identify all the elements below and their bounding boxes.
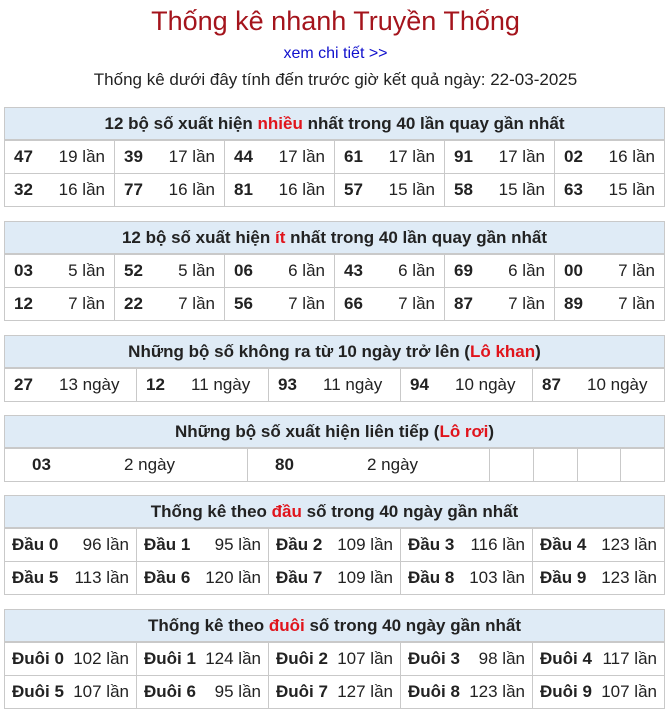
table-row: [5, 561, 664, 594]
stat-cell: Đuôi 6 95 lần: [136, 676, 268, 708]
stat-cell: Đuôi 4 117 lần: [532, 643, 664, 675]
lo-roi-section: [4, 415, 665, 482]
stat-cell: Đầu 0 96 lần: [12, 535, 129, 554]
stat-cell: Đuôi 9 107 lần: [532, 676, 664, 708]
least-frequent-title: 12 bộ số xuất hiện ít nhất trong 40 lần quay gần nhất: [5, 222, 664, 254]
stat-cell: 03 2 ngày: [32, 455, 176, 474]
empty-cell: [533, 449, 577, 481]
stat-cell: 47 19 lần: [14, 147, 105, 166]
table-row: [5, 287, 664, 320]
stat-cell: 93 11 ngày: [268, 369, 400, 401]
stat-cell: 43 6 lần: [334, 255, 444, 287]
stat-cell: 91 17 lần: [444, 141, 554, 173]
least-frequent-section: [4, 221, 665, 321]
empty-cell: [489, 449, 533, 481]
stat-cell: 63 15 lần: [554, 174, 664, 206]
stat-cell: Đầu 8 103 lần: [400, 562, 532, 594]
stat-cell: 06 6 lần: [224, 255, 334, 287]
duoi-title: Thống kê theo đuôi số trong 40 ngày gần nhất: [5, 610, 664, 642]
dau-section: [4, 495, 665, 595]
stat-cell: Đuôi 8 123 lần: [400, 676, 532, 708]
stat-cell: 81 16 lần: [224, 174, 334, 206]
stat-cell: 66 7 lần: [334, 288, 444, 320]
stat-cell: Đầu 4 123 lần: [532, 529, 664, 561]
stat-cell: 32 16 lần: [14, 180, 105, 199]
stat-cell: Đầu 2 109 lần: [268, 529, 400, 561]
stat-cell: 61 17 lần: [334, 141, 444, 173]
stat-cell: Đuôi 1 124 lần: [136, 643, 268, 675]
stat-cell: Đuôi 0 102 lần: [12, 649, 129, 668]
table-row: [5, 528, 664, 561]
view-details-link[interactable]: xem chi tiết >>: [283, 45, 388, 62]
stat-cell: Đuôi 5 107 lần: [12, 682, 129, 701]
stat-cell: Đầu 9 123 lần: [532, 562, 664, 594]
most-frequent-title: 12 bộ số xuất hiện nhiều nhất trong 40 lần quay gần nhất: [5, 108, 664, 140]
stat-cell: 69 6 lần: [444, 255, 554, 287]
stat-cell: 89 7 lần: [554, 288, 664, 320]
stat-cell: 27 13 ngày: [14, 375, 120, 394]
stat-cell: 00 7 lần: [554, 255, 664, 287]
stat-cell: Đầu 5 113 lần: [12, 568, 129, 587]
stat-cell: 39 17 lần: [114, 141, 224, 173]
table-row: [5, 642, 664, 675]
page-subtitle: Thống kê dưới đây tính đến trước giờ kết quả ngày: 22-03-2025: [93, 70, 578, 89]
dau-title: Thống kê theo đầu số trong 40 ngày gần nhất: [5, 496, 664, 528]
lo-roi-title: Những bộ số xuất hiện liên tiếp (Lô rơi): [5, 416, 664, 448]
lo-khan-section: [4, 335, 665, 402]
stat-cell: 12 7 lần: [14, 294, 105, 313]
stat-cell: 80 2 ngày: [247, 449, 489, 481]
stat-cell: Đuôi 3 98 lần: [400, 643, 532, 675]
stat-cell: 44 17 lần: [224, 141, 334, 173]
stat-cell: 02 16 lần: [554, 141, 664, 173]
stat-cell: Đầu 3 116 lần: [400, 529, 532, 561]
duoi-section: [4, 609, 665, 709]
stat-cell: 56 7 lần: [224, 288, 334, 320]
most-frequent-section: [4, 107, 665, 207]
stat-cell: 52 5 lần: [114, 255, 224, 287]
stat-cell: 77 16 lần: [114, 174, 224, 206]
table-row: [5, 675, 664, 708]
stat-cell: 58 15 lần: [444, 174, 554, 206]
empty-cell: [620, 449, 664, 481]
lo-khan-title: Những bộ số không ra từ 10 ngày trở lên (Lô khan): [5, 336, 664, 368]
table-row: [5, 173, 664, 206]
stat-cell: 22 7 lần: [114, 288, 224, 320]
stat-cell: Đầu 1 95 lần: [136, 529, 268, 561]
stat-cell: 57 15 lần: [334, 174, 444, 206]
stat-cell: 94 10 ngày: [400, 369, 532, 401]
page-title: Thống kê nhanh Truyền Thống: [151, 6, 520, 36]
stat-cell: 87 7 lần: [444, 288, 554, 320]
stat-cell: 12 11 ngày: [136, 369, 268, 401]
table-row: [5, 448, 664, 481]
stat-cell: Đầu 7 109 lần: [268, 562, 400, 594]
table-row: [5, 254, 664, 287]
stat-cell: 03 5 lần: [14, 261, 105, 280]
empty-cell: [577, 449, 621, 481]
stat-cell: Đuôi 2 107 lần: [268, 643, 400, 675]
table-row: [5, 140, 664, 173]
stat-cell: Đuôi 7 127 lần: [268, 676, 400, 708]
stat-cell: 87 10 ngày: [532, 369, 664, 401]
stat-cell: Đầu 6 120 lần: [136, 562, 268, 594]
table-row: [5, 368, 664, 401]
